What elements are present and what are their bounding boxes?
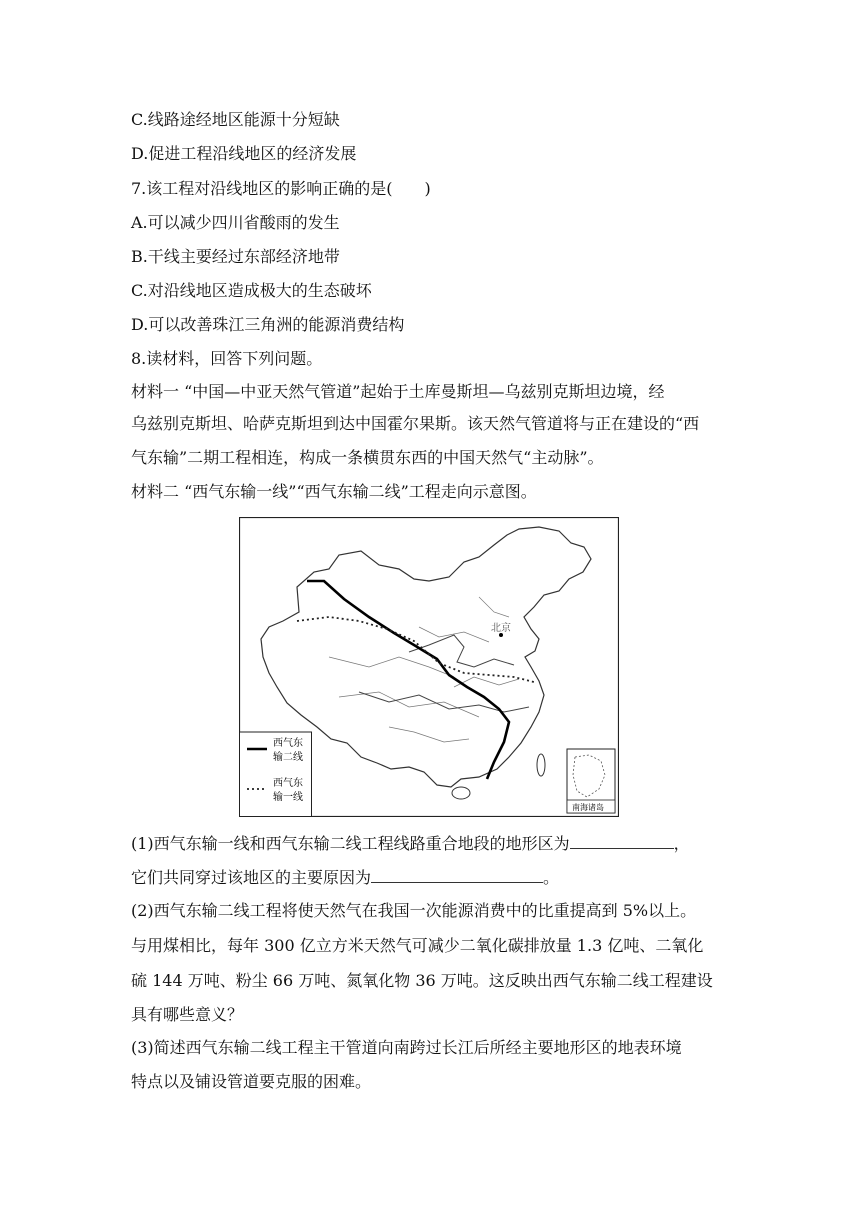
line-q7-stem: 7.该工程对沿线地区的影响正确的是( ): [131, 179, 431, 198]
line-q8-stem: 8.读材料，回答下列问题。: [131, 349, 323, 368]
line-q7-a: A.可以减少四川省酸雨的发生: [131, 213, 340, 232]
line-q6-c: C.线路途经地区能源十分短缺: [131, 110, 340, 129]
q2-line2: 与用煤相比，每年 300 亿立方米天然气可减少二氧化碳排放量 1.3 亿吨、二氧化: [131, 936, 704, 955]
line-q7-d: D.可以改善珠江三角洲的能源消费结构: [131, 315, 405, 334]
q1-line2: [131, 866, 559, 889]
q1-line1-end: ，: [673, 834, 690, 853]
legend-line1-text-b: 输一线: [273, 792, 303, 803]
legend-line2-text-a: 西气东: [273, 738, 303, 749]
material1-line1: 材料一 “中国—中亚天然气管道”起始于土库曼斯坦—乌兹别克斯坦边境，经: [131, 382, 665, 401]
q1-line1-text: (1)西气东输一线和西气东输二线工程线路重合地段的地形区为: [131, 834, 570, 853]
q2-line3: 硫 144 万吨、粉尘 66 万吨、氮氧化物 36 万吨。这反映出西气东输二线工程建设: [131, 971, 713, 990]
answer-blank-1[interactable]: [570, 832, 674, 849]
legend-line2-text-b: 输二线: [273, 752, 303, 763]
answer-blank-2[interactable]: [371, 866, 543, 883]
line-q7-b: B.干线主要经过东部经济地带: [131, 247, 340, 266]
q2-line4: 具有哪些意义？: [131, 1005, 244, 1024]
pipeline-route-map: [239, 517, 619, 817]
beijing-label: 北京: [491, 623, 511, 634]
q1-line1: [131, 832, 690, 855]
q1-line2-end: 。: [543, 868, 560, 887]
south-china-sea-inset: [567, 749, 615, 813]
q3-line1: (3)简述西气东输二线工程主干管道向南跨过长江后所经主要地形区的地表环境: [131, 1038, 682, 1057]
legend-line1-text-a: 西气东: [273, 778, 303, 789]
inset-label: 南海诸岛: [572, 803, 604, 812]
material1-line3: 气东输”二期工程相连，构成一条横贯东西的中国天然气“主动脉”。: [131, 448, 604, 467]
q3-line2: 特点以及铺设管道要克服的困难。: [131, 1072, 372, 1091]
line-q7-c: C.对沿线地区造成极大的生态破坏: [131, 281, 372, 300]
map-legend: [240, 732, 312, 817]
line-q6-d: D.促进工程沿线地区的经济发展: [131, 144, 357, 163]
material2-line1: 材料二 “西气东输一线”“西气东输二线”工程走向示意图。: [131, 482, 537, 501]
q2-line1: (2)西气东输二线工程将使天然气在我国一次能源消费中的比重提高到 5%以上。: [131, 901, 697, 920]
q1-line2-text: 它们共同穿过该地区的主要原因为: [131, 868, 372, 887]
material1-line2: 乌兹别克斯坦、哈萨克斯坦到达中国霍尔果斯。该天然气管道将与正在建设的“西: [131, 414, 700, 433]
